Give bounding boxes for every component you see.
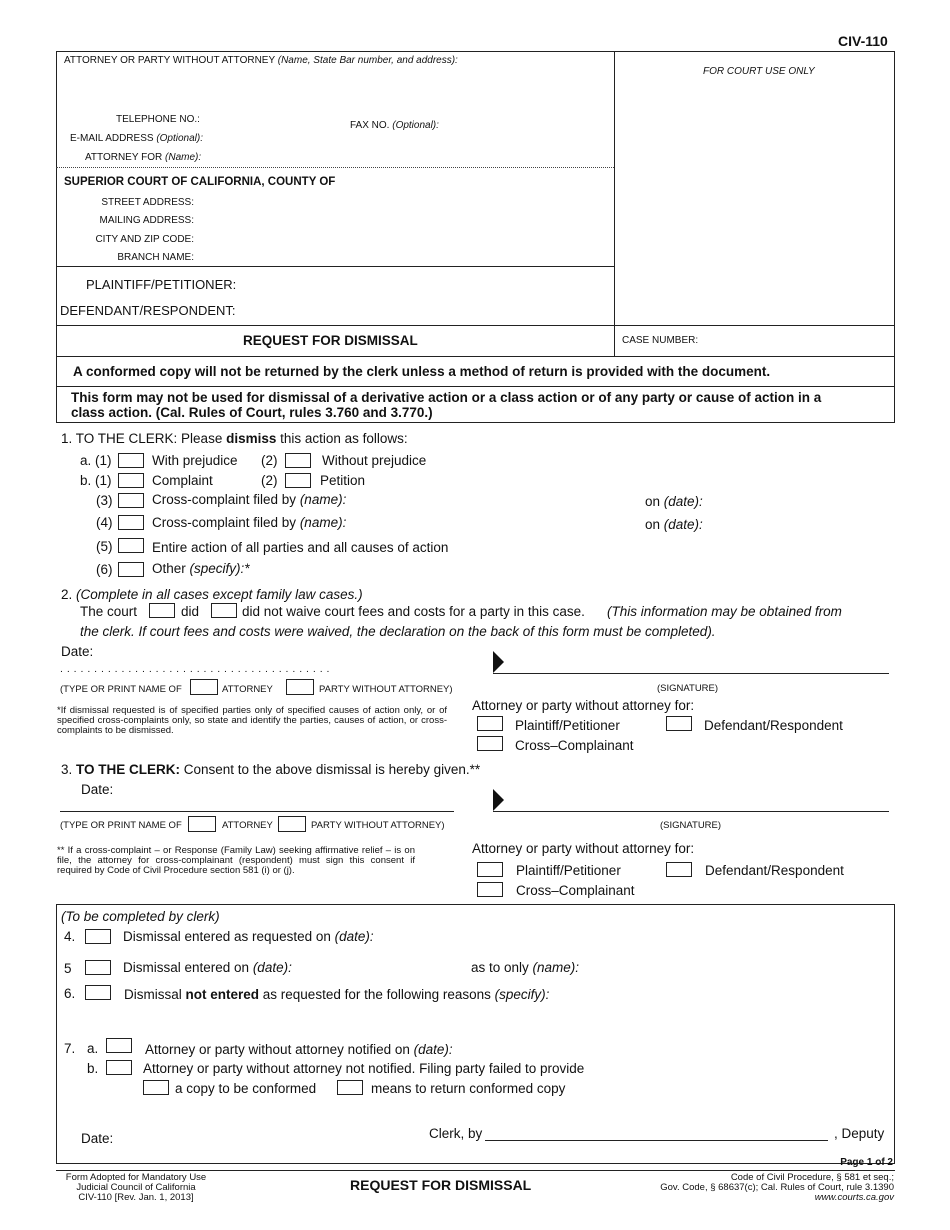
city-label: CITY AND ZIP CODE:	[95, 234, 194, 245]
with-prejudice-checkbox[interactable]	[118, 453, 144, 468]
clerk-7b-label: b.	[87, 1061, 99, 1076]
section2-date-label: Date:	[61, 644, 94, 659]
atty-for-label-2: Attorney or party without attorney for:	[472, 698, 695, 713]
telephone-label: TELEPHONE NO.:	[116, 114, 200, 125]
plaintiff-checkbox-3[interactable]	[477, 862, 503, 877]
signature-arrow-icon	[493, 789, 504, 811]
dismissal-entered-on-label: Dismissal entered on (date):	[123, 960, 292, 975]
clerk-by-label: Clerk, by	[429, 1126, 483, 1141]
cross-complainant-label-3: Cross–Complainant	[516, 883, 635, 898]
plaintiff-checkbox-2[interactable]	[477, 716, 503, 731]
signature-line-2[interactable]	[493, 673, 889, 674]
clerk-4-number: 4.	[64, 929, 76, 944]
cross-complaint-2-checkbox[interactable]	[118, 515, 144, 530]
court-label: The court	[80, 604, 138, 619]
court-did-checkbox[interactable]	[149, 603, 175, 618]
n4-label: (4)	[96, 515, 113, 530]
cross-complaint-1-date: on (date):	[645, 494, 703, 509]
party-without-label-3: PARTY WITHOUT ATTORNEY)	[311, 820, 445, 831]
defendant-label: DEFENDANT/RESPONDENT:	[60, 303, 236, 318]
copy-conformed-label: a copy to be conformed	[175, 1081, 317, 1096]
without-prejudice-label: Without prejudice	[322, 453, 427, 468]
street-label: STREET ADDRESS:	[101, 197, 194, 208]
class-action-notice-1: This form may not be used for dismissal of a derivative action or a class action or of any party or cause of action in a	[71, 390, 822, 405]
defendant-checkbox-3[interactable]	[666, 862, 692, 877]
form-title: REQUEST FOR DISMISSAL	[243, 333, 418, 348]
complaint-label: Complaint	[152, 473, 213, 488]
attorney-label: ATTORNEY OR PARTY WITHOUT ATTORNEY (Name, State Bar number, and address):	[64, 55, 458, 66]
n5-label: (5)	[96, 539, 113, 554]
copy-conformed-checkbox[interactable]	[143, 1080, 169, 1095]
n6-label: (6)	[96, 562, 113, 577]
code-citation: Code of Civil Procedure, § 581 et seq.; Gov. Code, § 68637(c); Cal. Rules of Court, rule 3.1390 www.courts.ca.gov	[660, 1172, 894, 1203]
section2-heading: 2. (Complete in all cases except family law cases.)	[61, 587, 363, 602]
signature-arrow-icon	[493, 651, 504, 673]
clerk-signature-line[interactable]	[485, 1140, 828, 1141]
as-to-only-label: as to only (name):	[471, 960, 580, 975]
court-use-only: FOR COURT USE ONLY	[703, 66, 815, 77]
signature-label-2: (SIGNATURE)	[657, 683, 719, 694]
cross-complaint-2-date: on (date):	[645, 517, 703, 532]
info-note-1: (This information may be obtained from	[607, 604, 842, 619]
plaintiff-label: PLAINTIFF/PETITIONER:	[86, 277, 237, 292]
page-number: Page 1 of 2	[840, 1157, 893, 1168]
type-print-label: (TYPE OR PRINT NAME OF	[60, 684, 182, 695]
info-note-2: the clerk. If court fees and costs were waived, the declaration on the back of this form must be completed).	[80, 624, 716, 639]
court-title: SUPERIOR COURT OF CALIFORNIA, COUNTY OF	[64, 176, 336, 188]
cross-complaint-1-checkbox[interactable]	[118, 493, 144, 508]
clerk-5-number: 5	[64, 961, 72, 976]
cross-complainant-label-2: Cross–Complainant	[515, 738, 634, 753]
without-prejudice-checkbox[interactable]	[285, 453, 311, 468]
cross-complaint-2-label: Cross-complaint filed by (name):	[152, 515, 347, 530]
plaintiff-label-2: Plaintiff/Petitioner	[515, 718, 620, 733]
atty-for-label-3: Attorney or party without attorney for:	[472, 841, 695, 856]
section3-name-line[interactable]	[60, 811, 454, 812]
clerk-6-number: 6.	[64, 986, 76, 1001]
footnote-2: ** If a cross-complaint – or Response (Family Law) seeking affirmative relief – is on file, the attorney for cross-complainant (respondent) must sign this consent if required by Code of Civil Procedure section 581 (i) or (j).	[57, 845, 415, 876]
type-print-label-3: (TYPE OR PRINT NAME OF	[60, 820, 182, 831]
a2-label: (2)	[261, 453, 278, 468]
cross-complainant-checkbox-3[interactable]	[477, 882, 503, 897]
signature-label-3: (SIGNATURE)	[660, 820, 722, 831]
dismissal-entered-checkbox[interactable]	[85, 929, 111, 944]
dismissal-entered-on-checkbox[interactable]	[85, 960, 111, 975]
attorney-checkbox-2[interactable]	[190, 679, 218, 695]
party-without-checkbox-2[interactable]	[286, 679, 314, 695]
other-label: Other (specify):*	[152, 561, 250, 576]
section3-heading: 3. TO THE CLERK: Consent to the above dismissal is hereby given.**	[61, 762, 481, 777]
email-label: E-MAIL ADDRESS (Optional):	[70, 133, 204, 144]
notified-label: Attorney or party without attorney notified on (date):	[145, 1042, 453, 1057]
mailing-label: MAILING ADDRESS:	[99, 215, 194, 226]
adopted-note: Form Adopted for Mandatory Use Judicial Council of California CIV-110 [Rev. Jan. 1, 2013]	[65, 1172, 207, 1203]
clerk-7a-label: a.	[87, 1041, 99, 1056]
petition-checkbox[interactable]	[285, 473, 311, 488]
entire-action-label: Entire action of all parties and all causes of action	[152, 540, 449, 555]
conformed-notice: A conformed copy will not be returned by the clerk unless a method of return is provided with the document.	[73, 364, 771, 379]
section3-date-label: Date:	[81, 782, 114, 797]
court-did-not-checkbox[interactable]	[211, 603, 237, 618]
petition-label: Petition	[320, 473, 366, 488]
entire-action-checkbox[interactable]	[118, 538, 144, 553]
name-dotted-line[interactable]: . . . . . . . . . . . . . . . . . . . . . . . . . . . . . . . . . . . . . . . .	[60, 663, 330, 675]
with-prejudice-label: With prejudice	[152, 453, 238, 468]
branch-label: BRANCH NAME:	[117, 252, 194, 263]
footer-title: REQUEST FOR DISMISSAL	[350, 1177, 532, 1193]
deputy-label: , Deputy	[834, 1126, 885, 1141]
n3-label: (3)	[96, 493, 113, 508]
class-action-notice-2: class action. (Cal. Rules of Court, rules 3.760 and 3.770.)	[71, 405, 433, 420]
clerk-date-label: Date:	[81, 1131, 114, 1146]
fax-label: FAX NO. (Optional):	[350, 120, 439, 131]
footnote-1: *If dismissal requested is of specified parties only of specified causes of action only, or of specified cross-complaints only, so state and identify the parties, causes of action, or cross-complaints to be dismissed.	[57, 705, 447, 736]
defendant-label-2: Defendant/Respondent	[704, 718, 843, 733]
party-without-checkbox-3[interactable]	[278, 816, 306, 832]
cross-complaint-1-label: Cross-complaint filed by (name):	[152, 492, 347, 507]
a1-label: a. (1)	[80, 453, 112, 468]
section1-heading: 1. TO THE CLERK: Please dismiss this action as follows:	[61, 431, 408, 446]
party-without-label-2: PARTY WITHOUT ATTORNEY)	[319, 684, 453, 695]
b2-label: (2)	[261, 473, 278, 488]
complaint-checkbox[interactable]	[118, 473, 144, 488]
case-number-label: CASE NUMBER:	[622, 335, 699, 346]
not-entered-label: Dismissal not entered as requested for the following reasons (specify):	[124, 987, 550, 1002]
other-checkbox[interactable]	[118, 562, 144, 577]
clerk-7-number: 7.	[64, 1041, 76, 1056]
dismissal-entered-label: Dismissal entered as requested on (date):	[123, 929, 374, 944]
not-notified-label: Attorney or party without attorney not notified. Filing party failed to provide	[143, 1061, 585, 1076]
cross-complainant-checkbox-2[interactable]	[477, 736, 503, 751]
clerk-heading: (To be completed by clerk)	[61, 909, 220, 924]
form-id: CIV-110	[838, 33, 888, 49]
attorney-label-3: ATTORNEY	[222, 820, 273, 831]
did-label: did	[181, 604, 200, 619]
attorney-checkbox-3[interactable]	[188, 816, 216, 832]
means-return-label: means to return conformed copy	[371, 1081, 566, 1096]
did-not-label: did not waive court fees and costs for a party in this case.	[242, 604, 585, 619]
means-return-checkbox[interactable]	[337, 1080, 363, 1095]
defendant-checkbox-2[interactable]	[666, 716, 692, 731]
attorney-for-label: ATTORNEY FOR (Name):	[85, 152, 202, 163]
not-notified-checkbox[interactable]	[106, 1060, 132, 1075]
plaintiff-label-3: Plaintiff/Petitioner	[516, 863, 621, 878]
notified-checkbox[interactable]	[106, 1038, 132, 1053]
defendant-label-3: Defendant/Respondent	[705, 863, 844, 878]
not-entered-checkbox[interactable]	[85, 985, 111, 1000]
b1-label: b. (1)	[80, 473, 112, 488]
signature-line-3[interactable]	[493, 811, 889, 812]
attorney-label-2: ATTORNEY	[222, 684, 273, 695]
